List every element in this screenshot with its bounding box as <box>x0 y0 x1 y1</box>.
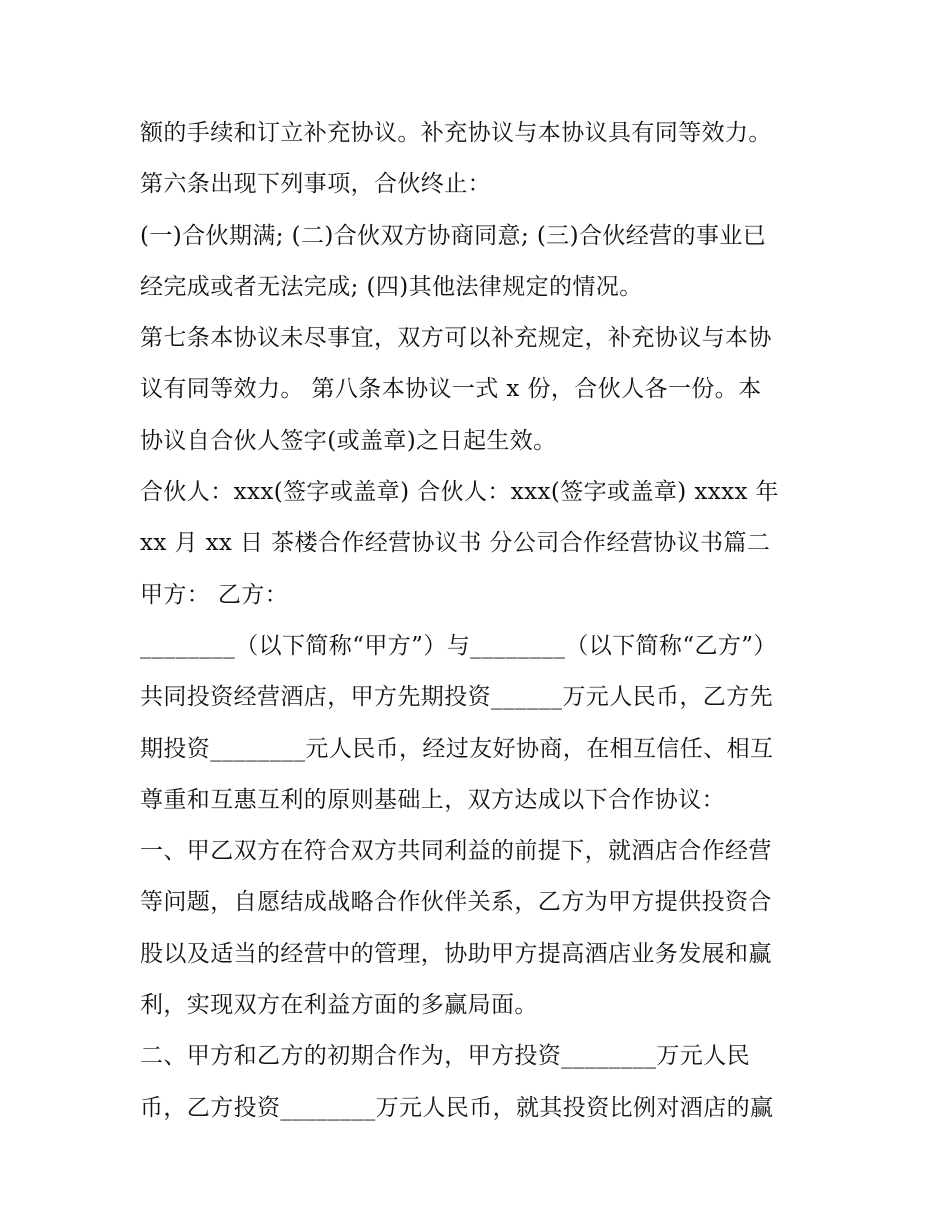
text-line: 额的手续和订立补充协议。补充协议与本协议具有同等效力。 <box>140 120 772 146</box>
text-line: 议有同等效力。 第八条本协议一式 x 份，合伙人各一份。本 <box>140 376 762 403</box>
text-line: xx 月 xx 日 茶楼合作经营协议书 分公司合作经营协议书篇二 <box>140 530 771 557</box>
text-line: 第六条出现下列事项，合伙终止： <box>140 171 491 198</box>
text-line: 甲方： 乙方： <box>140 581 289 608</box>
text-line: 二、甲方和乙方的初期合作为，甲方投资________万元人民 <box>140 1043 750 1070</box>
text-line: 尊重和互惠互利的原则基础上，双方达成以下合作协议： <box>140 786 725 813</box>
text-line: 共同投资经营酒店，甲方先期投资______万元人民币，乙方先 <box>140 684 773 711</box>
document-page <box>140 108 820 1134</box>
text-line: 经完成或者无法完成; (四)其他法律规定的情况。 <box>140 273 643 300</box>
text-line: 一、甲乙双方在符合双方共同利益的前提下，就酒店合作经营 <box>140 838 772 865</box>
text-line: 币，乙方投资________万元人民币，就其投资比例对酒店的赢 <box>140 1094 774 1121</box>
text-line: 合伙人：xxx(签字或盖章) 合伙人：xxx(签字或盖章) xxxx 年 <box>140 479 779 506</box>
text-line: 协议自合伙人签字(或盖章)之日起生效。 <box>140 427 557 454</box>
text-line: 期投资________元人民币，经过友好协商，在相互信任、相互 <box>140 735 774 762</box>
text-line: ________（以下简称“甲方”）与________（以下简称“乙方”） <box>140 632 777 659</box>
text-line: 第七条本协议未尽事宜，双方可以补充规定，补充协议与本协 <box>140 325 772 352</box>
text-line: (一)合伙期满; (二)合伙双方协商同意; (三)合伙经营的事业已 <box>140 222 767 249</box>
text-line: 股以及适当的经营中的管理，协助甲方提高酒店业务发展和赢 <box>140 940 772 967</box>
text-line: 利，实现双方在利益方面的多赢局面。 <box>140 992 538 1019</box>
text-line: 等问题，自愿结成战略合作伙伴关系，乙方为甲方提供投资合 <box>140 889 772 916</box>
